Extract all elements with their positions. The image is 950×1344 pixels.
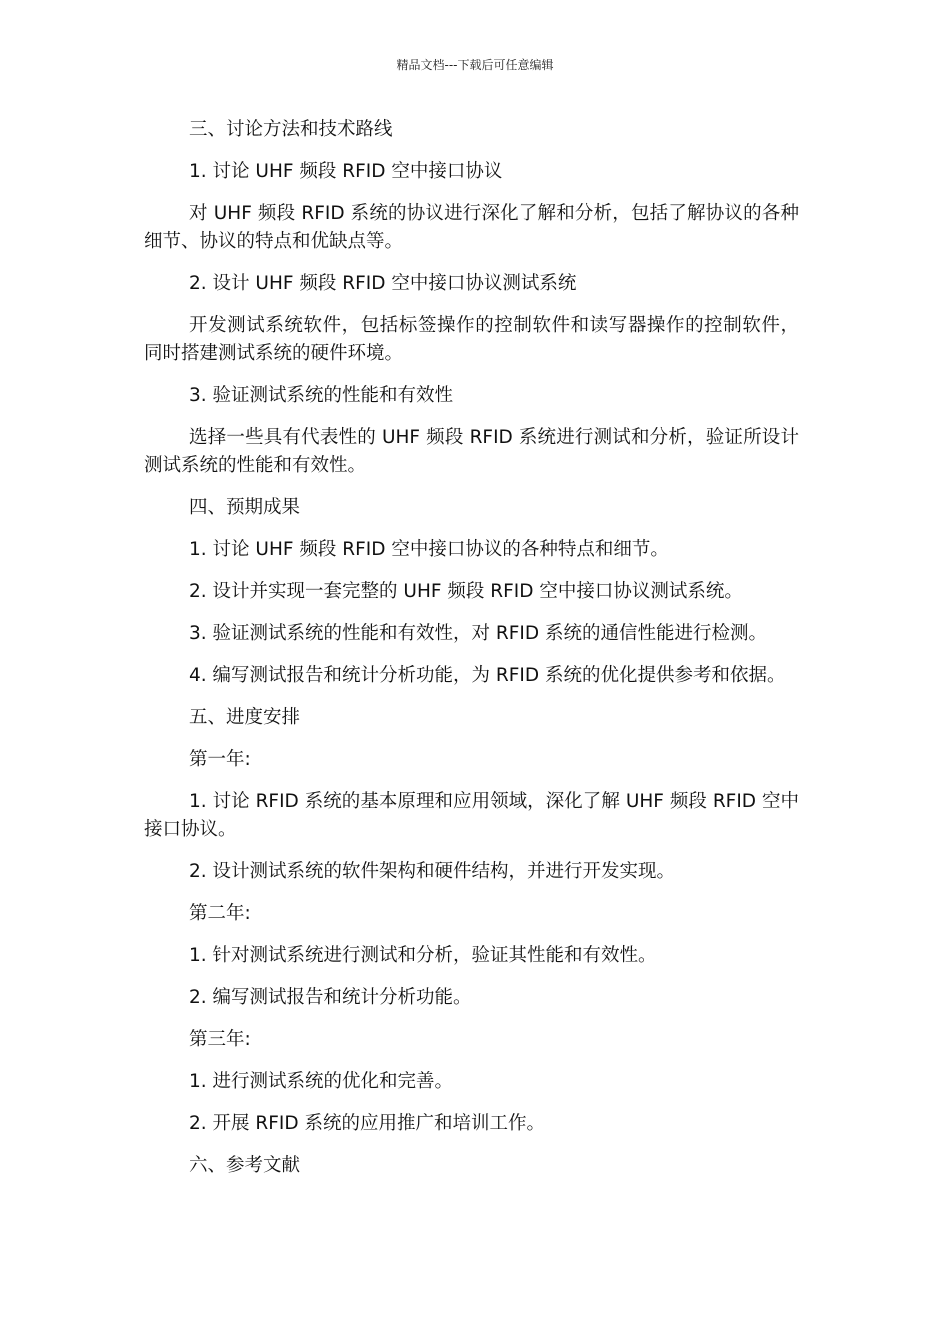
body-paragraph: 对 UHF 频段 RFID 系统的协议进行深化了解和分析，包括了解协议的各种细节、协议的特点和优缺点等。	[144, 203, 799, 252]
list-item: 4. 编写测试报告和统计分析功能，为 RFID 系统的优化提供参考和依据。	[189, 665, 786, 686]
section-heading-outcomes: 四、预期成果	[189, 497, 301, 518]
list-item: 2. 开展 RFID 系统的应用推广和培训工作。	[189, 1113, 545, 1134]
list-item: 2. 设计并实现一套完整的 UHF 频段 RFID 空中接口协议测试系统。	[189, 581, 743, 602]
list-item: 3. 验证测试系统的性能和有效性，对 RFID 系统的通信性能进行检测。	[189, 623, 767, 644]
section-heading-references: 六、参考文献	[189, 1155, 301, 1176]
list-item: 2. 设计测试系统的软件架构和硬件结构，并进行开发实现。	[189, 861, 676, 882]
list-item: 1. 讨论 UHF 频段 RFID 空中接口协议	[189, 161, 503, 182]
body-paragraph: 选择一些具有代表性的 UHF 频段 RFID 系统进行测试和分析，验证所设计测试系统的性能和有效性。	[144, 427, 799, 476]
section-heading-methods: 三、讨论方法和技术路线	[189, 119, 393, 140]
list-item: 2. 设计 UHF 频段 RFID 空中接口协议测试系统	[189, 273, 577, 294]
list-item: 3. 验证测试系统的性能和有效性	[189, 385, 454, 406]
body-paragraph: 开发测试系统软件，包括标签操作的控制软件和读写器操作的控制软件，同时搭建测试系统的硬件环境。	[144, 315, 799, 364]
list-item: 1. 讨论 UHF 频段 RFID 空中接口协议的各种特点和细节。	[189, 539, 669, 560]
year-label: 第三年:	[189, 1029, 251, 1050]
list-item: 1. 进行测试系统的优化和完善。	[189, 1071, 454, 1092]
year-label: 第一年:	[189, 749, 251, 770]
page-header: 精品文档---下载后可任意编辑	[396, 58, 554, 72]
document-body	[144, 116, 799, 1194]
list-item: 2. 编写测试报告和统计分析功能。	[189, 987, 472, 1008]
section-heading-schedule: 五、进度安排	[189, 707, 301, 728]
list-item: 1. 针对测试系统进行测试和分析，验证其性能和有效性。	[189, 945, 657, 966]
list-item: 1. 讨论 RFID 系统的基本原理和应用领域，深化了解 UHF 频段 RFID 空中接口协议。	[144, 791, 799, 840]
year-label: 第二年:	[189, 903, 251, 924]
